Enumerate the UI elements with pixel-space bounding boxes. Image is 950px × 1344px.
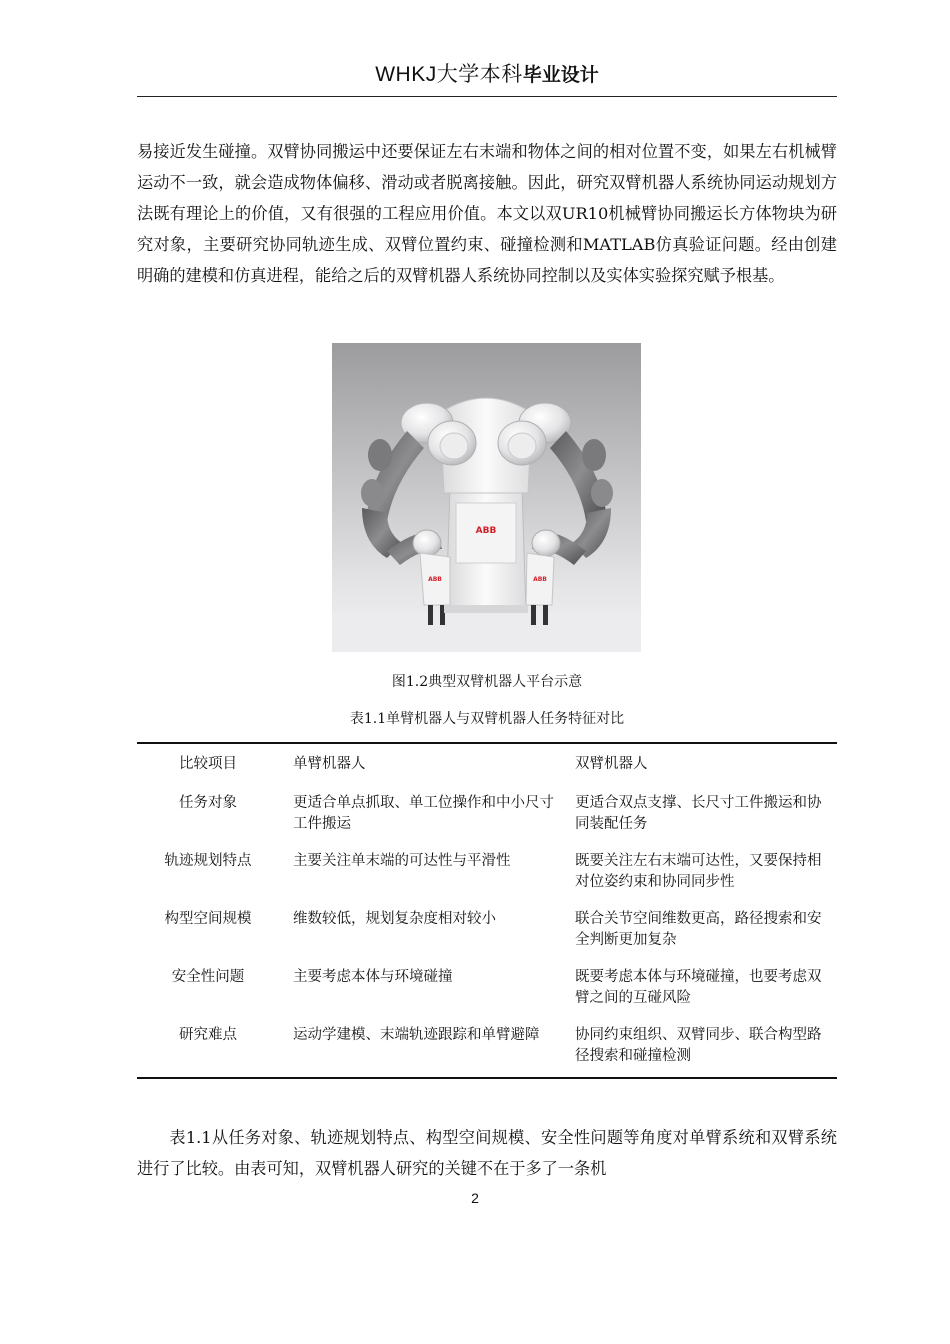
abb-logo: ABB <box>475 526 497 536</box>
row-label: 轨迹规划特点 <box>164 853 252 869</box>
header-title-main: WHKJ大学本科 <box>375 63 523 86</box>
dual-arm-cell: 联合关节空间维数更高，路径搜索和安全判断更加复杂 <box>575 911 822 948</box>
header-cell-item: 比较项目 <box>179 756 237 772</box>
header-cell-dual-arm: 双臂机器人 <box>575 756 648 772</box>
single-arm-cell: 更适合单点抓取、单工位操作和中小尺寸工件搬运 <box>293 795 554 832</box>
dual-arm-cell: 协同约束组织、双臂同步、联合构型路径搜索和碰撞检测 <box>575 1027 822 1064</box>
single-arm-cell: 维数较低，规划复杂度相对较小 <box>293 911 496 927</box>
single-arm-cell: 主要考虑本体与环境碰撞 <box>293 969 453 985</box>
paragraph-text: 表1.1从任务对象、轨迹规划特点、构型空间规模、安全性问题等角度对单臂系统和双臂系统进行了比较。由表可知，双臂机器人研究的关键不在于多了一条机 <box>137 1128 837 1178</box>
table-caption: 表1.1单臂机器人与双臂机器人任务特征对比 <box>349 711 625 727</box>
robot-illustration <box>332 343 641 652</box>
paragraph-text: 易接近发生碰撞。双臂协同搬运中还要保证左右末端和物体之间的相对位置不变，如果左右机械臂运动不一致，就会造成物体偏移、滑动或者脱离接触。因此，研究双臂机器人系统协同运动规划方法既有理论上的价值，又有很强的工程应用价值。本文以双UR10机械臂协同搬运长方体物块为研究对象，主要研究协同轨迹生成、双臂位置约束、碰撞检测和MATLAB仿真验证问题。经由创建明确的建模和仿真进程，能给之后的双臂机器人系统协同控制以及实体实验探究赋予根基。 <box>137 142 837 285</box>
svg-text:ABB: ABB <box>428 576 442 583</box>
row-label: 构型空间规模 <box>164 911 252 927</box>
svg-text:ABB: ABB <box>533 576 547 583</box>
table-row <box>137 1019 837 1078</box>
row-label: 研究难点 <box>179 1027 237 1043</box>
body-paragraph-1 <box>137 136 837 291</box>
dual-arm-robot-figure <box>332 343 641 652</box>
single-arm-cell: 运动学建模、末端轨迹跟踪和单臂避障 <box>293 1027 540 1043</box>
row-label: 安全性问题 <box>171 969 245 985</box>
page-number: 2 <box>471 1190 479 1206</box>
comparison-table <box>137 742 837 1079</box>
table-row <box>137 961 837 1019</box>
dual-arm-cell: 更适合双点支撑、长尺寸工件搬运和协同装配任务 <box>575 795 822 832</box>
dual-arm-cell: 既要关注左右末端可达性，又要保持相对位姿约束和协同同步性 <box>575 853 822 890</box>
body-paragraph-2 <box>137 1122 837 1184</box>
table-row <box>137 787 837 845</box>
header-title-bold: 毕业设计 <box>522 64 599 86</box>
dual-arm-cell: 既要考虑本体与环境碰撞，也要考虑双臂之间的互碰风险 <box>575 969 822 1006</box>
page-header <box>137 58 837 97</box>
table-row <box>137 903 837 961</box>
row-label: 任务对象 <box>179 795 237 811</box>
single-arm-cell: 主要关注单末端的可达性与平滑性 <box>293 853 511 869</box>
table-row <box>137 845 837 903</box>
header-cell-single-arm: 单臂机器人 <box>293 756 366 772</box>
figure-caption: 图1.2典型双臂机器人平台示意 <box>391 674 583 690</box>
table-header-row <box>137 743 837 787</box>
